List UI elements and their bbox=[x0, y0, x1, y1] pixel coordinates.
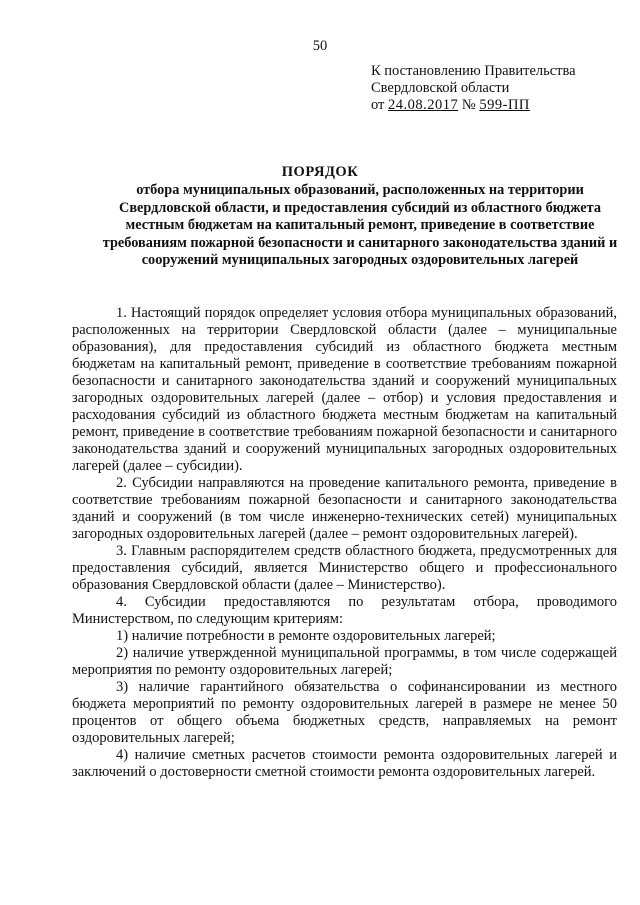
approval-line-2: Свердловской области bbox=[371, 80, 510, 96]
document-title: ПОРЯДОК bbox=[281, 164, 359, 180]
paragraph: 4. Субсидии предоставляются по результатам отбора, проводимого Министерством, по следующим критериям: bbox=[72, 594, 617, 627]
approval-block bbox=[371, 63, 576, 114]
document-subtitle: отбора муниципальных образований, расположенных на территории Свердловской области, и предоставления субсидий из областного бюджета местным бюджетам на капитальный ремонт, приведение в соответствие требованиям пожарной безопасности и санитарного законодательства зданий и сооружений муниципальных загородных оздоровительных лагерей bbox=[102, 182, 618, 268]
approval-line-1: К постановлению Правительства bbox=[371, 63, 576, 79]
paragraph: 3) наличие гарантийного обязательства о софинансировании из местного бюджета мероприятий по ремонту оздоровительных лагерей в размере не менее 50 процентов от общего объема бюджетных средств, направляемых на ремонт оздоровительных лагерей; bbox=[72, 679, 617, 746]
paragraph: 2) наличие утвержденной муниципальной программы, в том числе содержащей мероприятия по ремонту оздоровительных лагерей; bbox=[72, 645, 617, 678]
page-number: 50 bbox=[312, 38, 328, 54]
paragraph: 4) наличие сметных расчетов стоимости ремонта оздоровительных лагерей и заключений о достоверности сметной стоимости ремонта оздоровительных лагерей. bbox=[72, 747, 617, 780]
approval-number: 599-ПП bbox=[479, 97, 530, 113]
paragraph: 1) наличие потребности в ремонте оздоровительных лагерей; bbox=[116, 628, 496, 644]
number-sign: № bbox=[461, 97, 476, 113]
date-prefix: от bbox=[371, 97, 385, 113]
approval-date: 24.08.2017 bbox=[388, 97, 459, 113]
paragraph: 2. Субсидии направляются на проведение капитального ремонта, приведение в соответствие требованиям пожарной безопасности и санитарного законодательства зданий и сооружений (в том числе инженерно-технических сетей) муниципальных загородных оздоровительных лагерей (далее – ремонт оздоровительных лагерей). bbox=[72, 475, 617, 542]
paragraph: 3. Главным распорядителем средств областного бюджета, предусмотренных для предоставления субсидий, является Министерство общего и профессионального образования Свердловской области (далее – Министерство). bbox=[72, 543, 617, 593]
approval-date-line bbox=[371, 97, 576, 114]
document-body bbox=[72, 305, 617, 781]
paragraph: 1. Настоящий порядок определяет условия отбора муниципальных образований, расположенных на территории Свердловской области (далее – муниципальные образования), для предоставления субсидий из областного бюджета местным бюджетам на капитальный ремонт, приведение в соответствие требованиям пожарной безопасности и санитарного законодательства зданий и сооружений муниципальных загородных оздоровительных лагерей (далее – отбор) и условия предоставления и расходования субсидий из областного бюджета местным бюджетам на капитальный ремонт, приведение в соответствие требованиям пожарной безопасности и санитарного законодательства зданий и сооружений муниципальных загородных оздоровительных лагерей (далее – субсидии). bbox=[72, 305, 617, 474]
